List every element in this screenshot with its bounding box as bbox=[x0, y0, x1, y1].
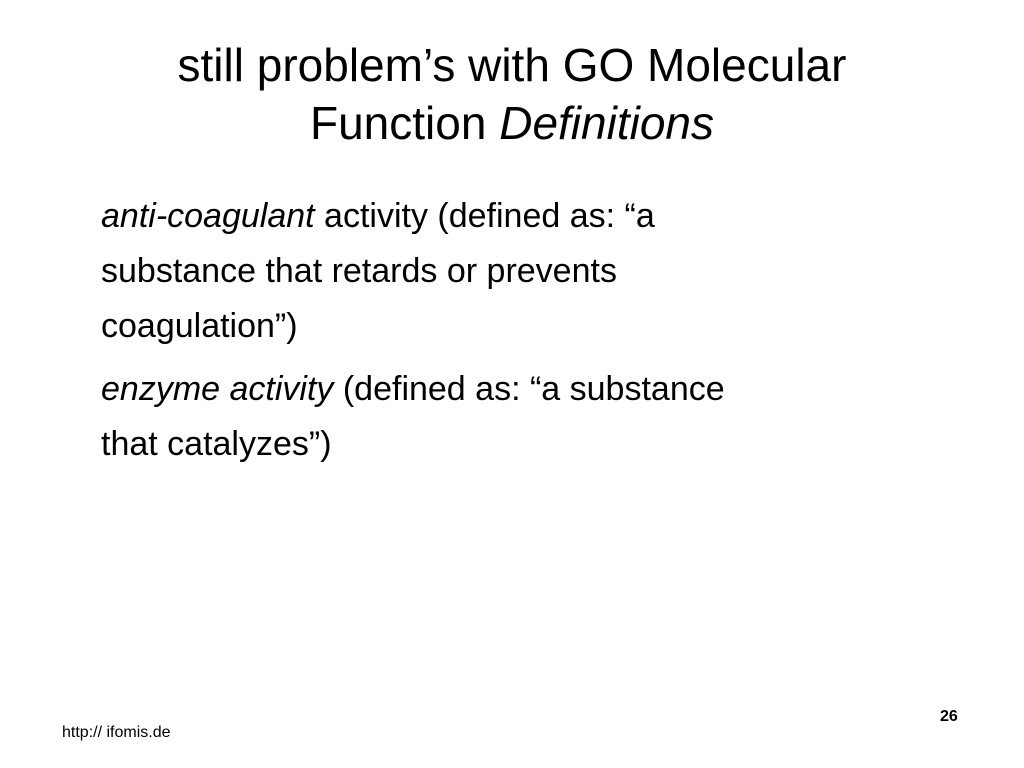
title-line-2-italic: Definitions bbox=[499, 97, 714, 149]
footer-url: http:// ifomis.de bbox=[62, 724, 171, 741]
title-line-2-plain: Function bbox=[310, 97, 500, 149]
definition-item-enzyme bbox=[101, 362, 961, 472]
definition-text-line-3: coagulation”) bbox=[101, 307, 298, 345]
definition-text-line-2: that catalyzes”) bbox=[101, 425, 332, 463]
term-anticoagulant: anti-coagulant bbox=[101, 197, 315, 235]
definition-text-line-1: (defined as: “a substance bbox=[333, 370, 725, 408]
definition-text-line-2: substance that retards or prevents bbox=[101, 252, 617, 290]
page-number: 26 bbox=[940, 708, 958, 725]
slide-title bbox=[40, 36, 984, 152]
slide-body bbox=[101, 189, 961, 480]
title-line-1: still problem’s with GO Molecular bbox=[177, 39, 847, 91]
term-enzyme-activity: enzyme activity bbox=[101, 370, 334, 408]
definition-text-line-1: activity (defined as: “a bbox=[314, 197, 655, 235]
definition-item-anticoagulant bbox=[101, 189, 961, 354]
